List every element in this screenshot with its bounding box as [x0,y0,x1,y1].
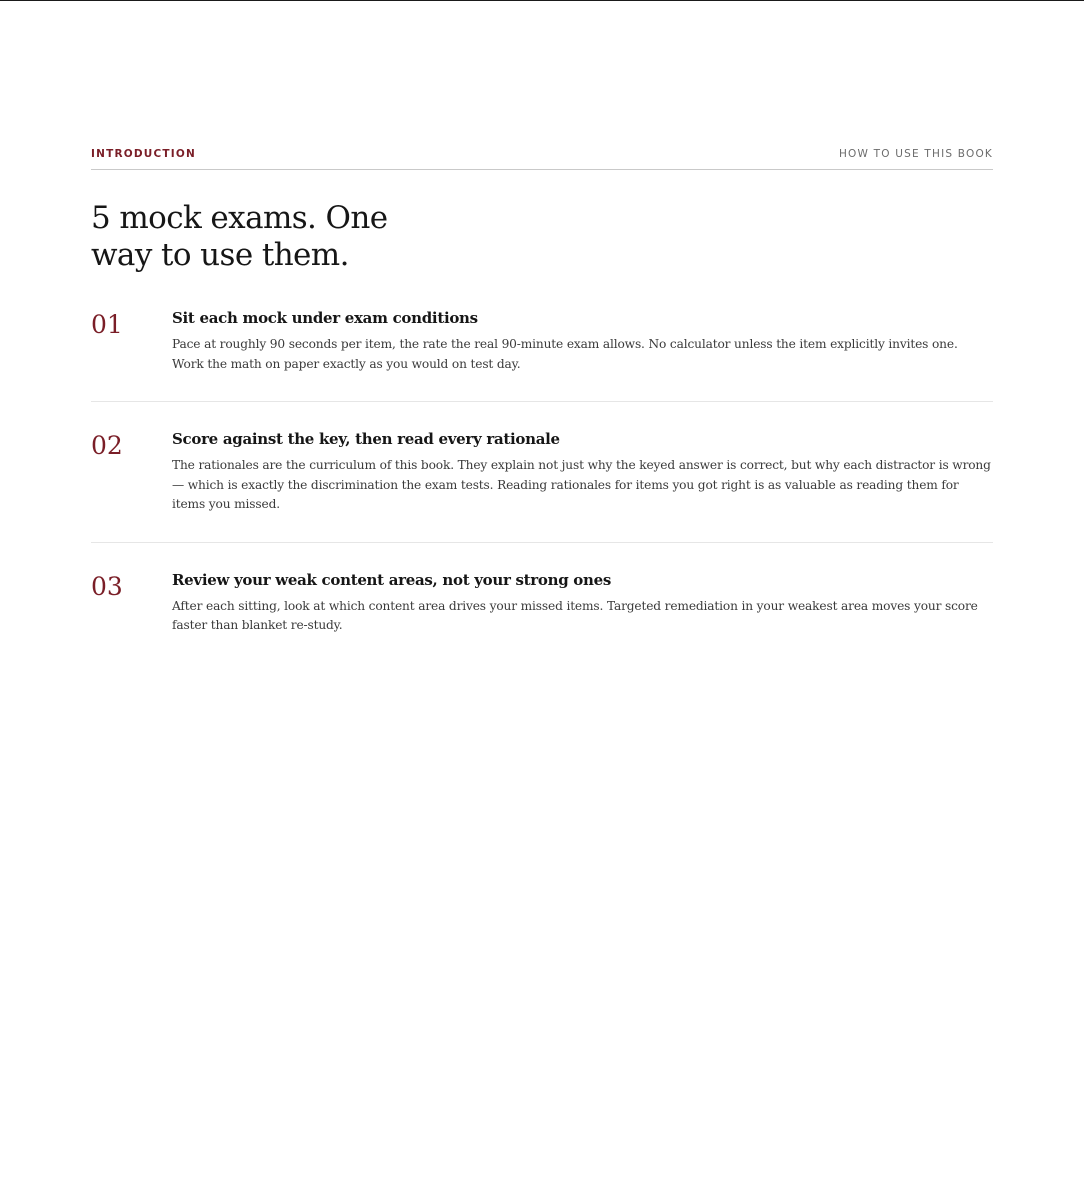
running-head [91,148,993,170]
step-text: Pace at roughly 90 seconds per item, the rate the real 90-minute exam allows. No calculator unless the item explicitly invites one. Work the math on paper exactly as you would on test day. [172,337,958,371]
page-section-title: HOW TO USE THIS BOOK [838,148,993,160]
step-body [172,429,993,515]
step-heading: Score against the key, then read every rationale [172,430,560,448]
step-text: The rationales are the curriculum of this book. They explain not just why the keyed answer is correct, but why each distractor is wrong — which is exactly the discrimination the exam tests. Reading rationales for items you got right is as valuable as reading them for items you missed. [172,458,991,511]
step-heading: Sit each mock under exam conditions [172,309,478,327]
step-heading: Review your weak content areas, not your strong ones [172,570,612,589]
step-number: 01 [91,310,123,339]
page-title: 5 mock exams. One way to use them. [91,200,388,273]
step-body [172,308,993,374]
step-number: 03 [91,571,123,601]
step-text: After each sitting, look at which content area drives your missed items. Targeted remediation in your weakest area moves your score faster than blanket re-study. [172,598,978,632]
step-number: 02 [91,431,123,460]
section-label: INTRODUCTION [91,148,196,160]
page [91,148,993,690]
step-body [172,570,993,636]
steps-list [91,308,993,663]
step-item [91,570,993,663]
step-item [91,429,993,543]
step-item [91,308,993,402]
